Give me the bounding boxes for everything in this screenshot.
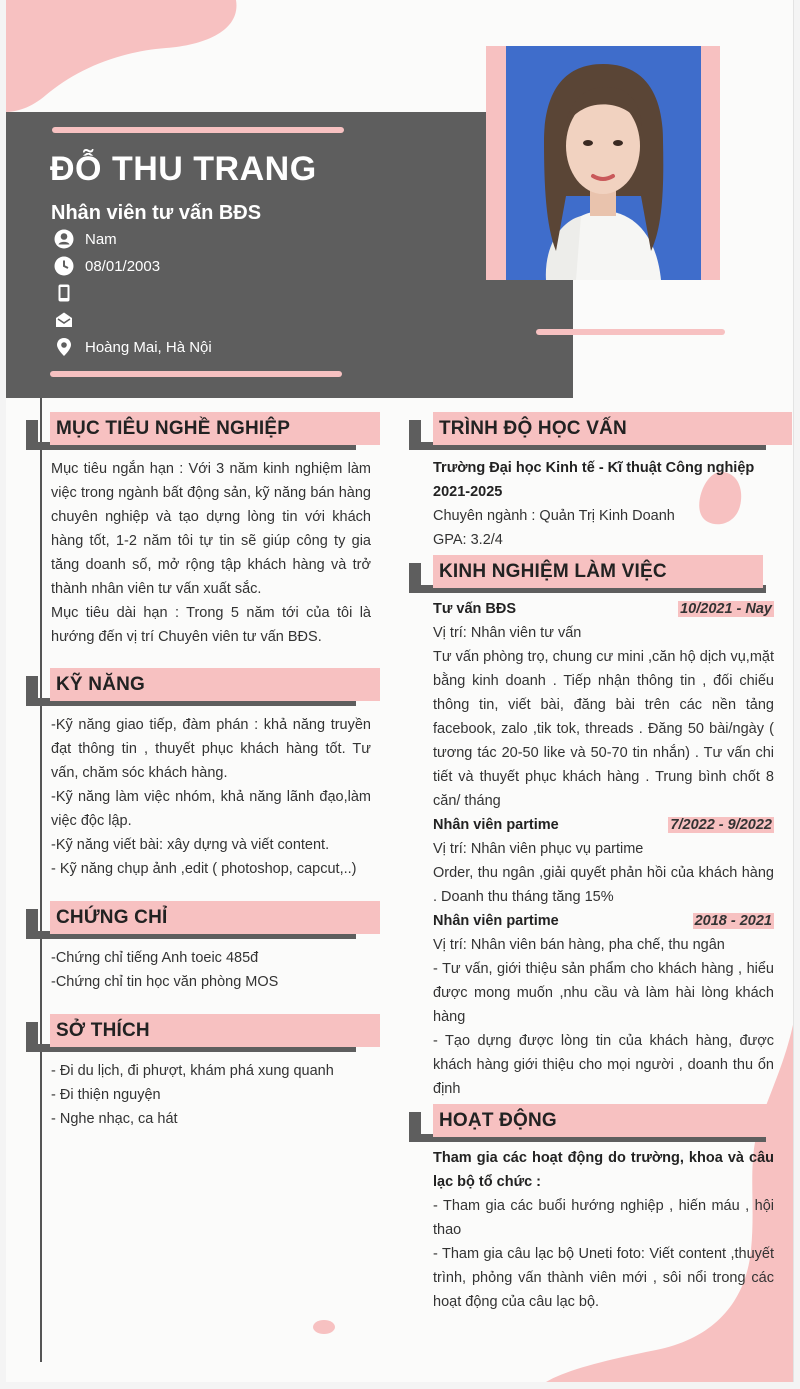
hobby-item: - Đi du lịch, đi phượt, khám phá xung quanh xyxy=(51,1063,334,1079)
candidate-title: Nhân viên tư vấn BĐS xyxy=(51,202,262,224)
job-date: 7/2022 - 9/2022 xyxy=(670,817,772,833)
section-education xyxy=(409,412,792,456)
certificates-heading: CHỨNG CHỈ xyxy=(50,901,380,934)
job-description: - Tư vấn, giới thiệu sản phẩm cho khách hàng , hiểu được mong muốn ,nhu cầu và làm hài lòng khách hàng xyxy=(433,961,774,1025)
job-date: 10/2021 - Nay xyxy=(680,601,772,617)
job-position: Vị trí: Nhân viên tư vấn xyxy=(433,625,582,641)
user-icon xyxy=(54,229,74,249)
skill-item: - Kỹ năng chụp ảnh ,edit ( photoshop, capcut,..) xyxy=(51,861,357,877)
birthday-value: 08/01/2003 xyxy=(85,257,161,275)
education-heading: TRÌNH ĐỘ HỌC VẤN xyxy=(433,412,792,445)
section-skills xyxy=(26,668,381,712)
skills-heading: KỸ NĂNG xyxy=(50,668,380,701)
hobby-item: - Nghe nhạc, ca hát xyxy=(51,1111,178,1127)
contact-phone xyxy=(54,283,85,303)
portrait-illustration xyxy=(506,46,701,280)
activities-heading: HOẠT ĐỘNG xyxy=(433,1104,792,1137)
section-certificates xyxy=(26,901,381,945)
education-major: Chuyên ngành : Quản Trị Kinh Doanh xyxy=(433,508,675,524)
clock-icon xyxy=(54,256,74,276)
decor-blob-top-left xyxy=(6,0,266,120)
decor-blob-small xyxy=(311,1318,337,1336)
contact-email xyxy=(54,310,85,330)
job-title: Tư vấn BĐS xyxy=(433,601,517,617)
objective-short-term: Mục tiêu ngắn hạn : Với 3 năm kinh nghiệm làm việc trong ngành bất động sản, kỹ năng bán hàng chuyên nghiệp và tạo dựng lòng tin với khách hàng tốt, 1-2 năm tôi tự tin sẽ giúp công ty gia tăng doanh số, mở rộng tập khách hàng và trở thành nhân viên tư vấn xuất sắc. xyxy=(51,461,371,597)
job-header xyxy=(433,597,774,621)
profile-photo xyxy=(506,46,701,280)
section-activities xyxy=(409,1104,792,1148)
activities-intro: Tham gia các hoạt động do trường, khoa và câu lạc bộ tổ chức : xyxy=(433,1150,774,1190)
job-description: Tư vấn phòng trọ, chung cư mini ,căn hộ dịch vụ,mặt bằng kinh doanh . Tiếp nhận thông tin , đối chiếu thông tin, viết bài, đăng bài trên các nền tảng facebook, zalo ,tik tok, threads . Đăng 50 bài/ngày ( tương tác 20-50 like và 50-70 tin nhắn) . Tư vấn chi tiết và thuyết phục khách hàng . Trung bình chốt 8 căn/ tháng xyxy=(433,649,774,809)
education-school: Trường Đại học Kinh tế - Kĩ thuật Công nghiệp xyxy=(433,460,755,476)
skill-item: -Kỹ năng giao tiếp, đàm phán : khả năng truyền đạt thông tin , thuyết phục khách hàng tốt. Tư vấn, chăm sóc khách hàng. xyxy=(51,717,371,781)
section-experience xyxy=(409,555,792,599)
objective-heading: MỤC TIÊU NGHỀ NGHIỆP xyxy=(50,412,380,445)
job-header xyxy=(433,813,774,837)
hobbies-heading: SỞ THÍCH xyxy=(50,1014,380,1047)
phone-icon xyxy=(54,283,74,303)
activity-item: - Tham gia câu lạc bộ Uneti foto: Viết content ,thuyết trình, phỏng vấn thành viên mới , sôi nổi trong các hoạt động của câu lạc bộ. xyxy=(433,1246,774,1310)
contact-gender xyxy=(54,229,117,249)
mail-icon xyxy=(54,310,74,330)
objective-long-term: Mục tiêu dài hạn : Trong 5 năm tới của tôi là hướng đến vị trí Chuyên viên tư vấn BĐS. xyxy=(51,605,371,645)
header-top-line xyxy=(52,127,344,133)
location-pin-icon xyxy=(54,337,74,357)
section-hobbies xyxy=(26,1014,381,1058)
gender-value: Nam xyxy=(85,230,117,248)
certificate-item: -Chứng chỉ tin học văn phòng MOS xyxy=(51,974,279,990)
job-title: Nhân viên partime xyxy=(433,817,559,833)
job-date: 2018 - 2021 xyxy=(694,913,772,929)
job-header xyxy=(433,909,774,933)
certificate-item: -Chứng chỉ tiếng Anh toeic 485đ xyxy=(51,950,259,966)
job-position: Vị trí: Nhân viên phục vụ partime xyxy=(433,841,644,857)
contact-address xyxy=(54,337,212,357)
experience-heading: KINH NGHIỆM LÀM VIỆC xyxy=(433,555,763,588)
skill-item: -Kỹ năng viết bài: xây dựng và viết content. xyxy=(51,837,330,853)
job-position: Vị trí: Nhân viên bán hàng, pha chế, thu ngân xyxy=(433,937,725,953)
job-description: - Tạo dựng được lòng tin của khách hàng, được khách hàng giới thiệu cho mọi người , doanh thu ổn định xyxy=(433,1033,774,1097)
header-bottom-line xyxy=(50,371,342,377)
timeline-line xyxy=(40,398,42,1362)
activity-item: - Tham gia các buổi hướng nghiệp , hiến máu , hội thao xyxy=(433,1198,774,1238)
address-value: Hoàng Mai, Hà Nội xyxy=(85,338,212,356)
photo-underline xyxy=(536,329,725,335)
education-years: 2021-2025 xyxy=(433,484,503,500)
hobby-item: - Đi thiện nguyện xyxy=(51,1087,161,1103)
skill-item: -Kỹ năng làm việc nhóm, khả năng lãnh đạo,làm việc độc lập. xyxy=(51,789,371,829)
job-description: Order, thu ngân ,giải quyết phản hồi của khách hàng . Doanh thu tháng tăng 15% xyxy=(433,865,774,905)
candidate-name: ĐỖ THU TRANG xyxy=(50,150,317,188)
education-gpa: GPA: 3.2/4 xyxy=(433,532,503,548)
cv-page xyxy=(6,0,794,1382)
job-title: Nhân viên partime xyxy=(433,913,559,929)
contact-birthday xyxy=(54,256,160,276)
section-objective xyxy=(26,412,381,456)
